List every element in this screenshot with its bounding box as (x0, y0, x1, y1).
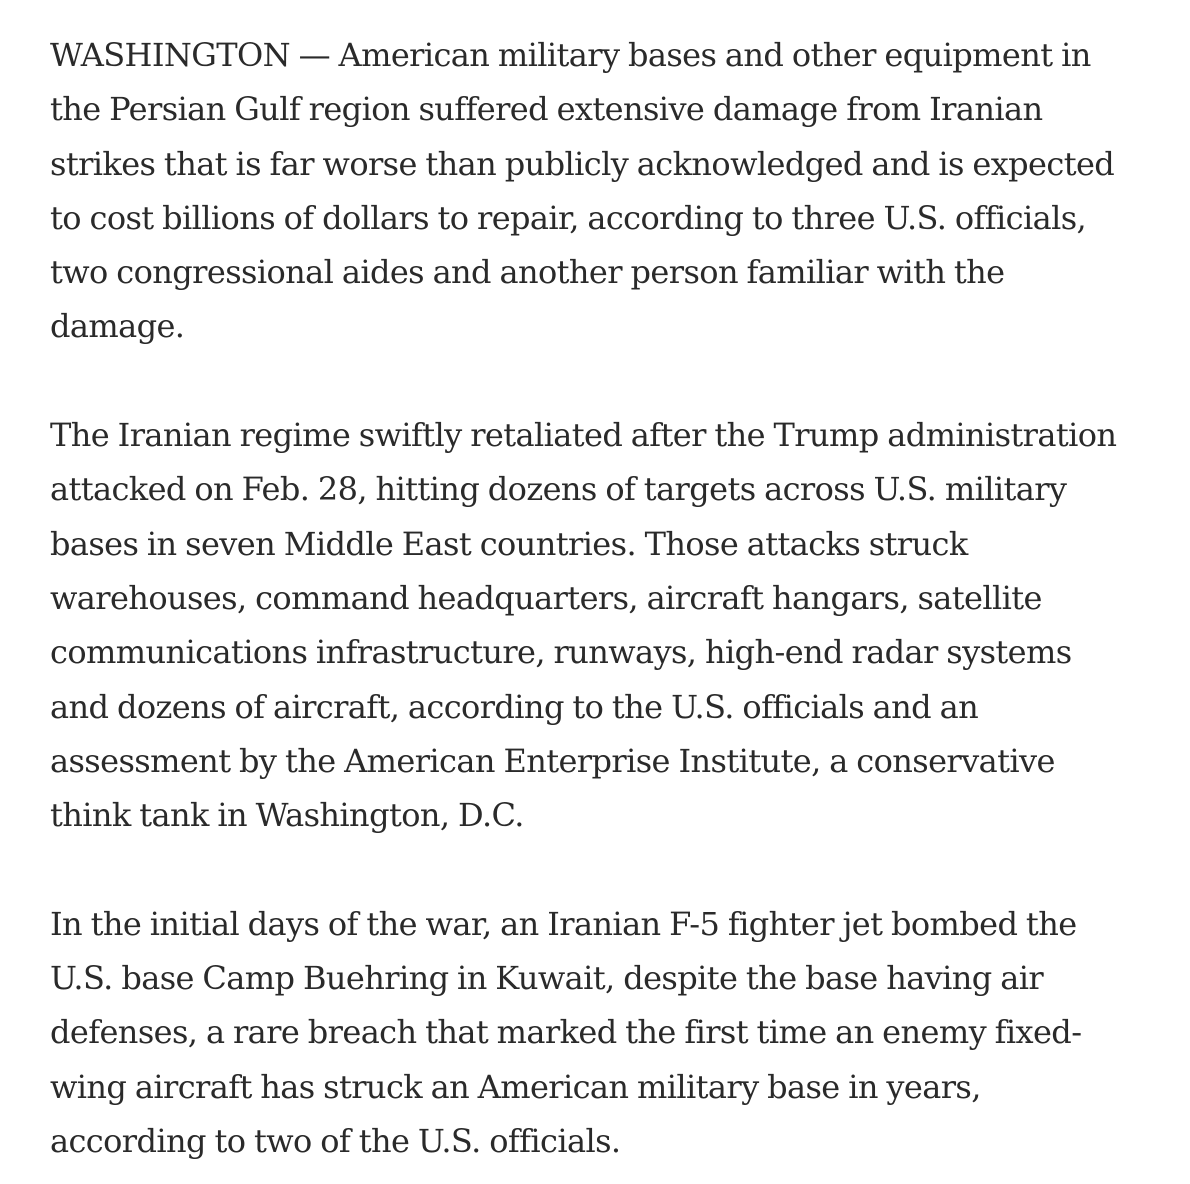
paragraph-2 (50, 408, 1170, 842)
paragraph-line: assessment by the American Enterprise Institute, a conservative (50, 741, 1055, 780)
paragraph-line: two congressional aides and another person familiar with the (50, 253, 1005, 292)
paragraph-line: damage. (50, 307, 185, 346)
paragraph-line: to cost billions of dollars to repair, according to three U.S. officials, (50, 198, 1087, 237)
paragraph-line: attacked on Feb. 28, hitting dozens of targets across U.S. military (50, 470, 1067, 509)
paragraph-line: The Iranian regime swiftly retaliated after the Trump administration (50, 416, 1117, 455)
paragraph-line: think tank in Washington, D.C. (50, 796, 524, 835)
paragraph-line: U.S. base Camp Buehring in Kuwait, despite the base having air (50, 959, 1044, 998)
paragraph-1 (50, 28, 1170, 354)
paragraph-line: In the initial days of the war, an Iranian F-5 fighter jet bombed the (50, 904, 1077, 943)
paragraph-line: defenses, a rare breach that marked the first time an enemy fixed- (50, 1013, 1082, 1052)
paragraph-line: communications infrastructure, runways, high-end radar systems (50, 633, 1072, 672)
paragraph-line: and dozens of aircraft, according to the U.S. officials and an (50, 687, 979, 726)
paragraph-line: the Persian Gulf region suffered extensive damage from Iranian (50, 90, 1043, 129)
paragraph-line: bases in seven Middle East countries. Those attacks struck (50, 524, 968, 563)
article-body (50, 28, 1170, 1168)
paragraph-line: wing aircraft has struck an American military base in years, (50, 1067, 981, 1106)
paragraph-line: according to two of the U.S. officials. (50, 1121, 621, 1160)
paragraph-3 (50, 897, 1170, 1168)
paragraph-line: WASHINGTON — American military bases and other equipment in (50, 36, 1091, 74)
paragraph-line: strikes that is far worse than publicly acknowledged and is expected (50, 144, 1115, 183)
paragraph-line: warehouses, command headquarters, aircraft hangars, satellite (50, 578, 1042, 617)
